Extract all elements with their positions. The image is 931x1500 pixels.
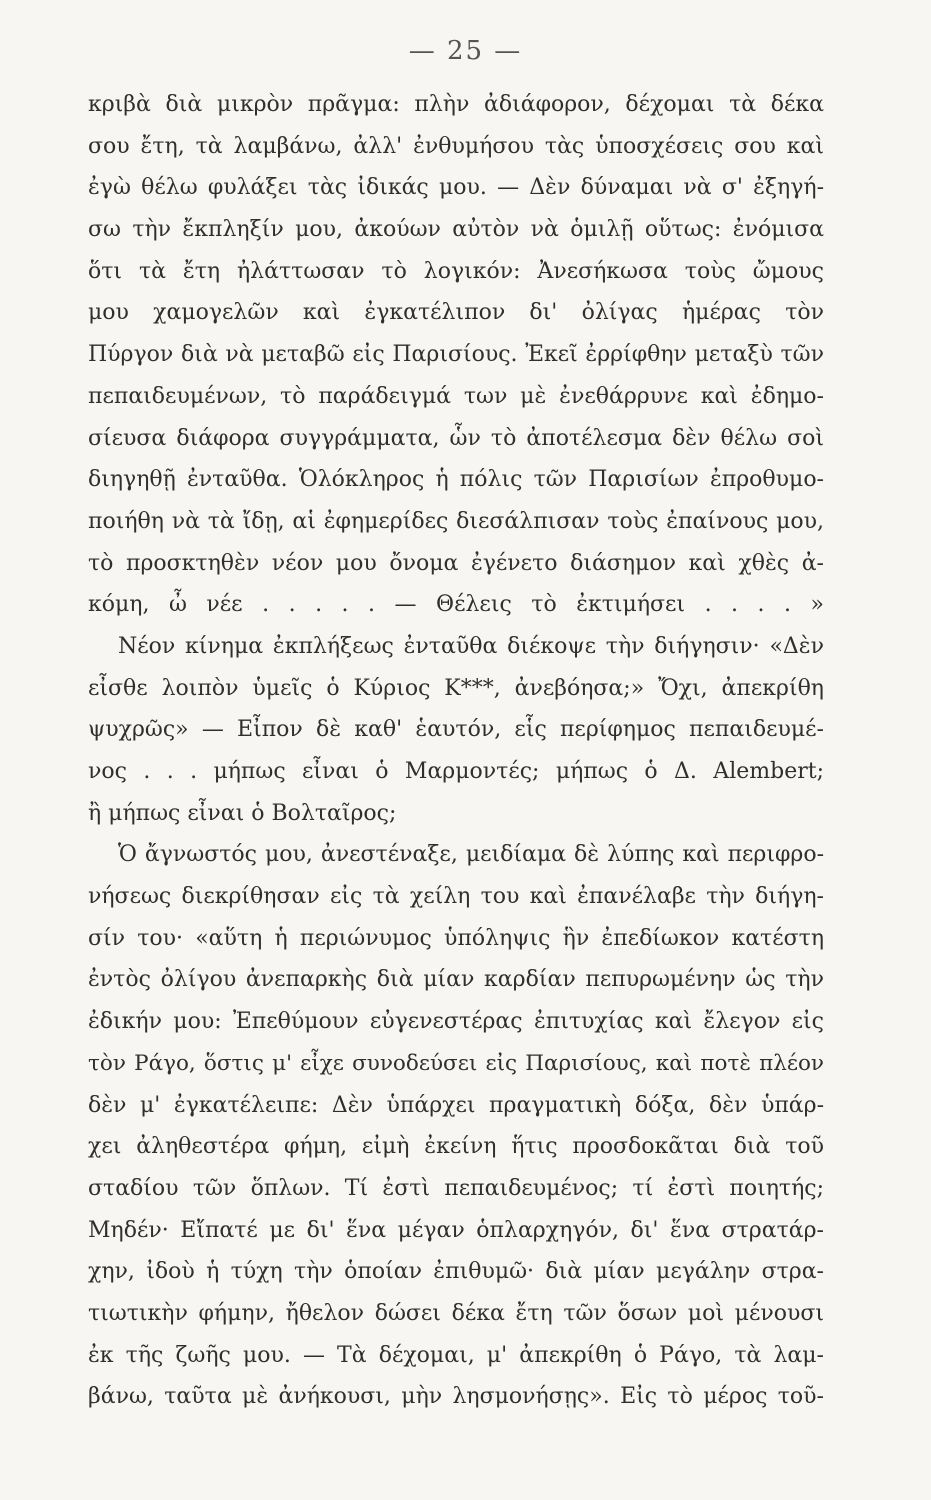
text-line: ψυχρῶς» — Εἶπον δὲ καθ' ἑαυτόν, εἷς περίφημος πεπαιδευμέ-: [88, 717, 824, 743]
text-line: τὸ προσκτηθὲν νέον μου ὄνομα ἐγένετο διάσημον καὶ χθὲς ἀ-: [88, 550, 824, 576]
text-line: σου ἔτη, τὰ λαμβάνω, ἀλλ' ἐνθυμήσου τὰς ὑποσχέσεις σου καὶ: [88, 133, 824, 159]
text-line: μου χαμογελῶν καὶ ἐγκατέλιπον δι' ὀλίγας ἡμέρας τὸν: [88, 300, 824, 326]
text-line: νήσεως διεκρίθησαν εἰς τὰ χείλη του καὶ ἐπανέλαβε τὴν διήγη-: [88, 884, 824, 910]
text-line: βάνω, ταῦτα μὲ ἀνήκουσι, μὴν λησμονήσῃς». Εἰς τὸ μέρος τοῦ-: [88, 1384, 824, 1410]
text-line: Ὁ ἄγνωστός μου, ἀνεστέναξε, μειδίαμα δὲ λύπης καὶ περιφρο-: [118, 842, 824, 868]
text-line: σίευσα διάφορα συγγράμματα, ὧν τὸ ἀποτέλεσμα δὲν θέλω σοὶ: [88, 425, 824, 451]
text-line: διηγηθῇ ἐνταῦθα. Ὁλόκληρος ἡ πόλις τῶν Παρισίων ἐπροθυμο-: [88, 467, 824, 493]
text-line: νος . . . μήπως εἶναι ὁ Μαρμοντές; μήπως ὁ Δ. Alembert;: [88, 759, 824, 784]
text-line: σίν του· «αὕτη ἡ περιώνυμος ὑπόληψις ἣν ἐπεδίωκον κατέστη: [88, 925, 824, 951]
text-line: Μηδέν· Εἴπατέ με δι' ἕνα μέγαν ὁπλαρχηγόν, δι' ἕνα στρατάρ-: [88, 1217, 824, 1243]
text-line: ὅτι τὰ ἔτη ἠλάττωσαν τὸ λογικόν: Ἀνεσήκωσα τοὺς ὤμους: [88, 258, 824, 284]
text-line: δὲν μ' ἐγκατέλειπε: Δὲν ὑπάρχει πραγματικὴ δόξα, δὲν ὑπάρ-: [88, 1092, 824, 1118]
text-line: σω τὴν ἔκπληξίν μου, ἀκούων αὐτὸν νὰ ὁμιλῇ οὕτως: ἐνόμισα: [88, 217, 824, 243]
text-line: κόμη, ὦ νέε . . . . . — Θέλεις τὸ ἐκτιμήσει . . . . »: [88, 592, 824, 618]
text-line: Νέον κίνημα ἐκπλήξεως ἐνταῦθα διέκοψε τὴν διήγησιν· «Δὲν: [118, 633, 824, 659]
text-line: κριβὰ διὰ μικρὸν πρᾶγμα: πλὴν ἀδιάφορον, δέχομαι τὰ δέκα: [88, 92, 824, 117]
text-line: χην, ἰδοὺ ἡ τύχη τὴν ὁποίαν ἐπιθυμῶ· διὰ μίαν μεγάλην στρα-: [88, 1259, 824, 1285]
text-line: ἐκ τῆς ζωῆς μου. — Τὰ δέχομαι, μ' ἀπεκρίθη ὁ Ράγο, τὰ λαμ-: [88, 1342, 824, 1368]
text-line: ἢ μήπως εἶναι ὁ Βολταῖρος;: [88, 800, 397, 826]
text-line: εἶσθε λοιπὸν ὑμεῖς ὁ Κύριος K***, ἀνεβόησα;» Ὄχι, ἀπεκρίθη: [88, 675, 824, 701]
text-line: ἐγὼ θέλω φυλάξει τὰς ἰδικάς μου. — Δὲν δύναμαι νὰ σ' ἐξηγή-: [88, 175, 824, 201]
text-line: χει ἀληθεστέρα φήμη, εἰμὴ ἐκείνη ἥτις προσδοκᾶται διὰ τοῦ: [88, 1134, 824, 1160]
text-line: ἐντὸς ὀλίγου ἀνεπαρκὴς διὰ μίαν καρδίαν πεπυρωμένην ὡς τὴν: [88, 967, 824, 993]
text-line: ἐδικήν μου: Ἐπεθύμουν εὐγενεστέρας ἐπιτυχίας καὶ ἔλεγον εἰς: [88, 1009, 824, 1035]
text-line: Πύργον διὰ νὰ μεταβῶ εἰς Παρισίους. Ἐκεῖ ἐρρίφθην μεταξὺ τῶν: [88, 342, 824, 368]
text-line: πεπαιδευμένων, τὸ παράδειγμά των μὲ ἐνεθάρρυνε καὶ ἐδημο-: [88, 383, 824, 409]
text-line: σταδίου τῶν ὅπλων. Τί ἐστὶ πεπαιδευμένος; τί ἐστὶ ποιητής;: [88, 1175, 824, 1201]
page-number: — 25 —: [408, 36, 523, 66]
body-text: [88, 84, 824, 1418]
text-line: ποιήθη νὰ τὰ ἴδῃ, αἱ ἐφημερίδες διεσάλπισαν τοὺς ἐπαίνους μου,: [88, 508, 824, 534]
text-line: τὸν Ράγο, ὅστις μ' εἶχε συνοδεύσει εἰς Παρισίους, καὶ ποτὲ πλέον: [88, 1050, 824, 1076]
text-line: τιωτικὴν φήμην, ἤθελον δώσει δέκα ἔτη τῶν ὅσων μοὶ μένουσι: [88, 1300, 824, 1326]
